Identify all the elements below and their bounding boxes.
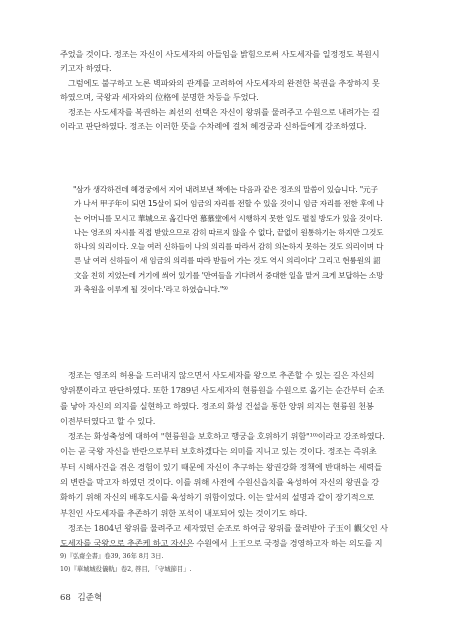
paragraph-line: 도세자를 국왕으로 추존케 하고 자신은 수원에서 上王으로 국정을 경영하고자 하는 의도를 지 xyxy=(60,538,383,549)
page-footer xyxy=(60,591,106,603)
footnote-divider xyxy=(60,546,188,547)
paragraph-line: 하였으며, 국왕과 세자와의 位格에 분명한 차등을 두었다. xyxy=(60,92,259,103)
paragraph-line: 그럼에도 불구하고 노론 벽파와의 관계를 고려하여 사도세자의 완전한 복권을 추장하지 못 xyxy=(68,77,380,88)
paragraph-line: 주었을 것이다. 정조는 자신이 사도세자의 아들임을 밝힘으로써 사도세자를 일정정도 복원시 xyxy=(60,49,380,59)
paragraph-line: 정조는 영조의 허용을 드러내지 않으면서 사도세자를 왕으로 추존할 수 있는 길은 자신의 xyxy=(68,370,375,380)
footnote-marker: ⁹⁾ xyxy=(223,285,228,295)
quote-line: 가 나서 甲子年이 되면 15살이 되어 임금의 자리를 전할 수 있을 것이니 임금 자리를 전한 후에 나 xyxy=(74,199,384,209)
footnotes xyxy=(60,550,192,576)
quote-line: 나는 영조의 자시를 직접 받았으므로 감히 따르지 않을 수 없다, 끝없이 원통하기는 하지만 그것도 xyxy=(74,227,384,237)
body-text-top xyxy=(60,47,422,133)
paragraph-line: 화하기 위해 자신의 배후도시를 육성하기 위함이었다. 이는 앞서의 설명과 같이 장기적으로 xyxy=(60,492,375,503)
block-quote xyxy=(60,183,410,297)
paragraph-line: 부친인 사도세자를 추존하기 위한 포석이 내포되어 있는 것이기도 하다. xyxy=(60,507,308,518)
quote-last-text: 과 축원을 이루게 될 것이다.'라고 하였습니다." xyxy=(74,285,224,295)
quote-line xyxy=(60,283,410,297)
paragraph-line: 의 변란을 막고자 하였던 것이다. 이를 위해 사전에 수원신읍치를 육성하여 자신의 왕권을 강 xyxy=(60,477,379,488)
footnote: 9)『弘齋全書』卷39, 36年 8月 3日. xyxy=(60,553,164,560)
quote-line: "삼가 생각하건데 혜경궁에서 지어 내려보낸 책에는 다음과 같은 정조의 말씀이 있습니다. "元子 xyxy=(73,185,378,194)
page-number: 68 xyxy=(60,593,71,603)
paragraph-line: 정조는 화성축성에 대하여 "현륭원을 보호하고 행궁을 호위하기 위함"¹⁰⁾이라고 강조하였다. xyxy=(68,431,385,442)
quote-line: 文을 친히 지었는데 거기에 씌어 있기를 '만여들을 기다려서 중대한 일을 맡겨 크게 보답하는 소망 xyxy=(74,270,384,280)
paragraph-line: 키고자 하였다. xyxy=(60,63,112,74)
quote-line: 하나의 의리이다. 오늘 여러 신하들이 나의 의리를 따라서 감히 의논하지 못하는 것도 의리이며 다 xyxy=(74,242,384,252)
quote-line: 른 날 여러 신하들이 새 임금의 의리를 따라 받들어 가는 것도 역시 의리이다' 그리고 현륭원의 詔 xyxy=(74,256,381,266)
body-text-bottom xyxy=(60,368,422,552)
author-name: 김준혁 xyxy=(77,593,103,603)
paragraph-line: 를 낳아 자신의 의지를 실현하고 하였다. 정조의 화성 건설을 통한 양위 의지는 현륭원 천봉 xyxy=(60,400,374,411)
paragraph-line: 이라고 판단하였다. 정조는 이러한 뜻을 수차례에 걸쳐 혜경궁과 신하들에게 강조하였다. xyxy=(60,121,367,132)
quote-line: 는 어머니를 모시고 華城으로 옮긴다면 慕慕堂에서 시행하지 못한 일도 펼칠 방도가 있을 것이다. xyxy=(74,213,383,223)
paragraph-line: 정조는 1804년 왕위를 물려주고 세자였던 순조로 하여금 왕위를 물려받아 子玉이 觀父인 사 xyxy=(68,522,388,533)
paragraph-line: 부터 시해사건을 겪은 경험이 있기 때문에 자신이 추구하는 왕권강화 정책에 반대하는 세력들 xyxy=(60,461,382,472)
paragraph-line: 이전부터였다고 할 수 있다. xyxy=(60,415,156,426)
footnote: 10)『華城城役儀軌』卷2, 啓目, 「守城節目」. xyxy=(60,566,192,573)
paragraph-line: 양위뿐이라고 판단하였다. 또한 1789년 사도세자의 현륭원을 수원으로 옮기는 순간부터 순조 xyxy=(60,385,385,396)
paragraph-line: 정조는 사도세자를 복권하는 최선의 선택은 자신이 왕위를 물려주고 수원으로 내려가는 길 xyxy=(68,106,380,117)
paragraph-line: 이는 곧 국왕 자신을 반란으로부터 보호하겠다는 의미를 지니고 있는 것이다. 정조는 즉위초 xyxy=(60,446,377,457)
